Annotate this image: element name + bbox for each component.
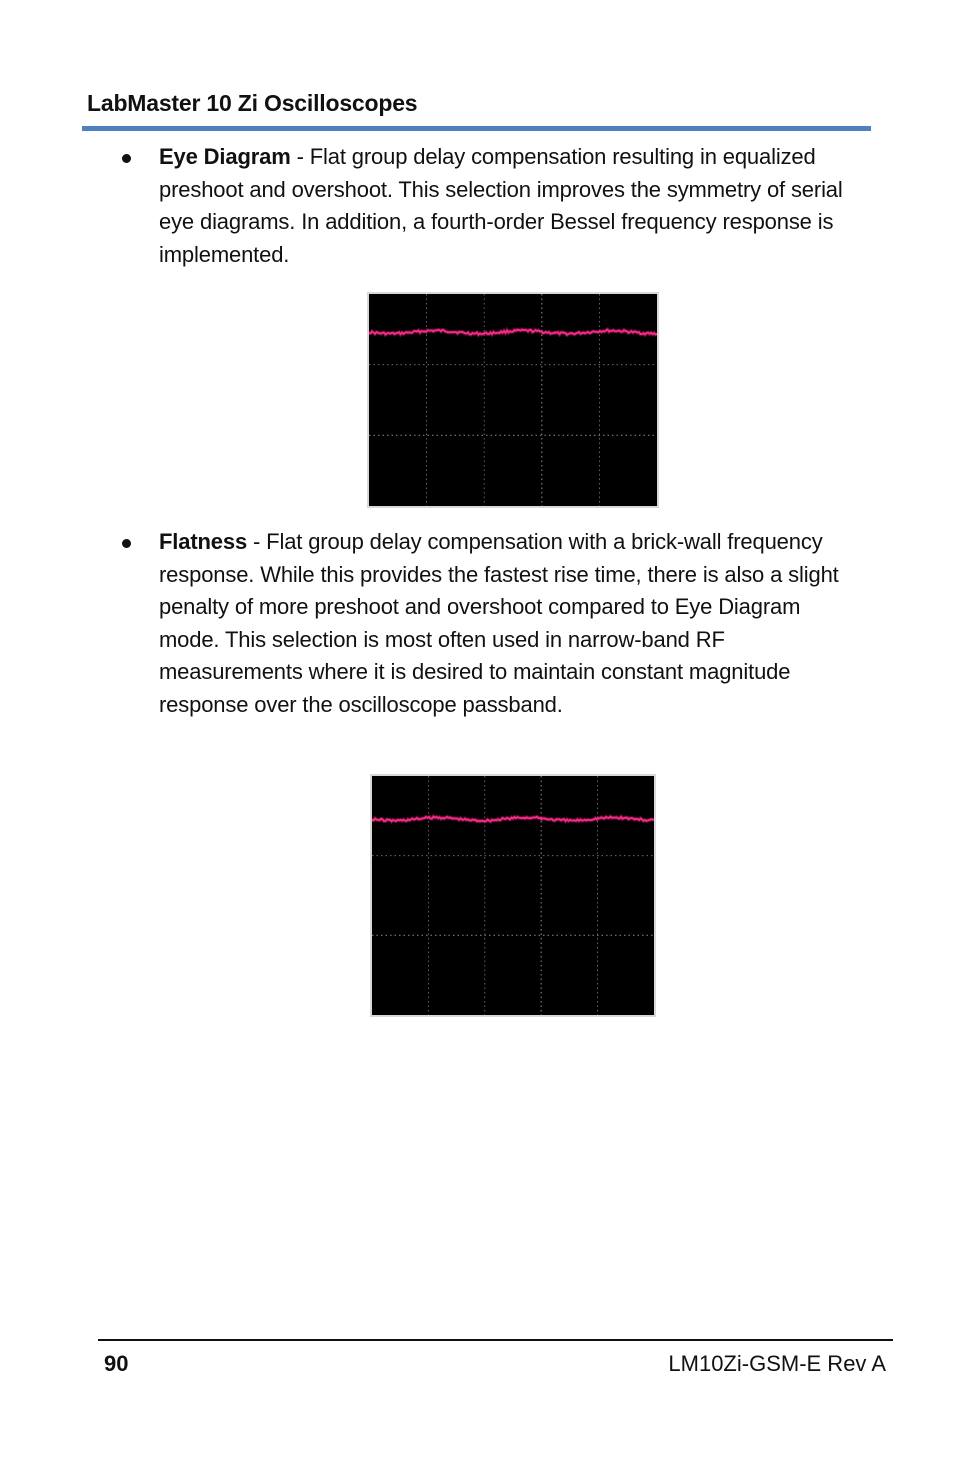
page-number: 90 xyxy=(104,1351,129,1376)
bullet-term: Flatness xyxy=(159,529,248,554)
bullet-icon xyxy=(122,154,131,163)
eye-diagram-scope-image xyxy=(367,292,659,508)
bullet-icon xyxy=(122,539,131,548)
bullet-item-flatness xyxy=(159,526,849,722)
header-divider xyxy=(82,126,871,131)
scope-grid xyxy=(372,776,654,1015)
footer-divider xyxy=(98,1339,893,1341)
scope-grid xyxy=(369,294,657,506)
scope-screen xyxy=(369,294,657,506)
page-header-title: LabMaster 10 Zi Oscilloscopes xyxy=(87,90,418,116)
bullet-description: - Flat group delay compensation with a brick-wall frequency response. While this provides the fastest rise time, there is also a slight penalty of more preshoot and overshoot compared to Eye Diagram mode. This selection is most often used in narrow-band RF measurements where it is desired to maintain constant magnitude response over the oscilloscope passband. xyxy=(159,529,839,717)
bullet-description: - Flat group delay compensation resulting in equalized preshoot and overshoot. This selection improves the symmetry of serial eye diagrams. In addition, a fourth-order Bessel frequency response is implemented. xyxy=(159,144,843,267)
document-id: LM10Zi-GSM-E Rev A xyxy=(668,1351,886,1376)
bullet-term: Eye Diagram xyxy=(159,144,291,169)
scope-screen xyxy=(372,776,654,1015)
bullet-item-eye-diagram xyxy=(159,141,849,271)
flatness-scope-image xyxy=(370,774,656,1017)
